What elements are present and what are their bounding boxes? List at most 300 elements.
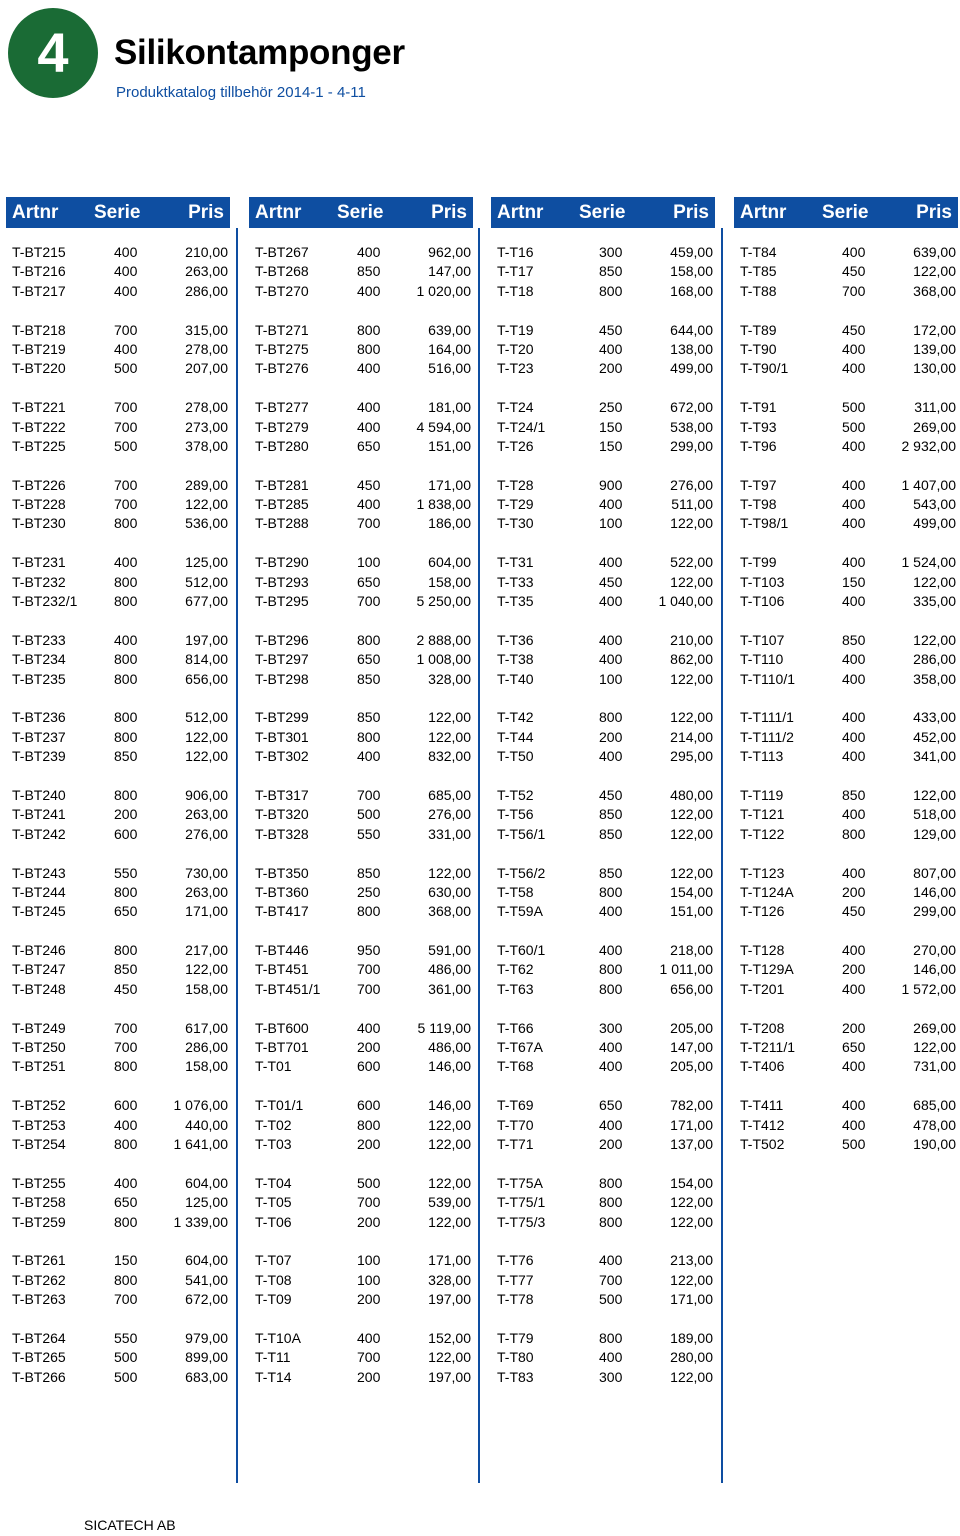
row-group (491, 243, 715, 301)
article-number: T-T75/3 (497, 1213, 546, 1230)
series: 400 (599, 903, 623, 920)
article-number: T-BT219 (12, 340, 66, 357)
price: 189,00 (670, 1329, 713, 1346)
header-artnr: Artnr (255, 202, 302, 223)
price-column-3 (491, 197, 715, 1406)
chapter-badge: 4 (8, 8, 98, 98)
table-row (249, 340, 473, 359)
series: 200 (357, 1291, 381, 1308)
row-group (734, 631, 958, 689)
series: 400 (357, 1019, 381, 1036)
table-row (491, 864, 715, 883)
article-number: T-BT265 (12, 1349, 66, 1366)
price: 151,00 (670, 903, 713, 920)
article-number: T-BT250 (12, 1039, 66, 1056)
series: 500 (357, 1174, 381, 1191)
series: 800 (114, 1271, 138, 1288)
price: 122,00 (670, 515, 713, 532)
price: 147,00 (428, 263, 471, 280)
table-row (6, 708, 230, 727)
price: 807,00 (913, 864, 956, 881)
table-row (491, 825, 715, 844)
series: 850 (599, 825, 623, 842)
article-number: T-T99 (740, 554, 777, 571)
row-group (249, 398, 473, 456)
article-number: T-BT247 (12, 961, 66, 978)
price: 358,00 (913, 670, 956, 687)
table-row (491, 1174, 715, 1193)
article-number: T-BT280 (255, 437, 309, 454)
series: 800 (599, 1329, 623, 1346)
article-number: T-T29 (497, 496, 534, 513)
article-number: T-BT451/1 (255, 980, 321, 997)
row-group (491, 631, 715, 689)
price: 683,00 (185, 1368, 228, 1385)
table-row (491, 321, 715, 340)
table-row (6, 1348, 230, 1367)
table-row (491, 747, 715, 766)
series: 700 (357, 515, 381, 532)
price: 269,00 (913, 418, 956, 435)
article-number: T-T98/1 (740, 515, 789, 532)
price: 122,00 (913, 1039, 956, 1056)
table-row (491, 960, 715, 979)
article-number: T-T123 (740, 864, 785, 881)
row-group (491, 553, 715, 611)
price: 197,00 (185, 631, 228, 648)
price: 1 838,00 (416, 496, 471, 513)
price: 139,00 (913, 340, 956, 357)
article-number: T-T79 (497, 1329, 534, 1346)
header-serie: Serie (579, 202, 626, 223)
table-row (6, 631, 230, 650)
table-row (249, 1271, 473, 1290)
article-number: T-BT293 (255, 573, 309, 590)
article-number: T-T33 (497, 573, 534, 590)
table-row (249, 398, 473, 417)
article-number: T-T66 (497, 1019, 534, 1036)
series: 400 (357, 418, 381, 435)
table-row (491, 1348, 715, 1367)
table-row (249, 883, 473, 902)
article-number: T-BT258 (12, 1194, 66, 1211)
table-row (249, 592, 473, 611)
series: 400 (842, 864, 866, 881)
price: 518,00 (913, 806, 956, 823)
price: 1 076,00 (173, 1097, 228, 1114)
article-number: T-T124A (740, 883, 794, 900)
table-row (6, 321, 230, 340)
price: 979,00 (185, 1329, 228, 1346)
table-row (491, 650, 715, 669)
table-row (491, 1193, 715, 1212)
article-number: T-BT299 (255, 709, 309, 726)
article-number: T-BT251 (12, 1058, 66, 1075)
table-row (491, 1057, 715, 1076)
series: 700 (357, 1349, 381, 1366)
series: 400 (842, 437, 866, 454)
series: 800 (114, 1213, 138, 1230)
table-row (249, 747, 473, 766)
article-number: T-BT288 (255, 515, 309, 532)
price: 378,00 (185, 437, 228, 454)
article-number: T-T122 (740, 825, 785, 842)
table-row (6, 1290, 230, 1309)
series: 200 (842, 961, 866, 978)
article-number: T-BT248 (12, 980, 66, 997)
series: 250 (357, 883, 381, 900)
article-number: T-T201 (740, 980, 785, 997)
page-title: Silikontamponger (114, 33, 405, 72)
price: 315,00 (185, 321, 228, 338)
table-row (249, 553, 473, 572)
price: 685,00 (428, 786, 471, 803)
table-row (249, 902, 473, 921)
article-number: T-T01/1 (255, 1097, 304, 1114)
article-number: T-BT263 (12, 1291, 66, 1308)
row-group (491, 1096, 715, 1154)
table-row (6, 1329, 230, 1348)
table-row (734, 631, 958, 650)
price: 1 641,00 (173, 1135, 228, 1152)
row-group (249, 941, 473, 999)
article-number: T-BT237 (12, 728, 66, 745)
table-row (491, 1251, 715, 1270)
series: 800 (114, 709, 138, 726)
article-number: T-T90/1 (740, 360, 789, 377)
article-number: T-T28 (497, 476, 534, 493)
row-group (734, 864, 958, 922)
table-row (734, 941, 958, 960)
article-number: T-BT232 (12, 573, 66, 590)
row-group (491, 1329, 715, 1387)
series: 200 (357, 1213, 381, 1230)
article-number: T-BT264 (12, 1329, 66, 1346)
table-row (491, 883, 715, 902)
table-row (249, 437, 473, 456)
article-number: T-BT290 (255, 554, 309, 571)
price: 486,00 (428, 961, 471, 978)
table-row (249, 650, 473, 669)
series: 800 (114, 728, 138, 745)
series: 700 (114, 476, 138, 493)
article-number: T-T70 (497, 1116, 534, 1133)
price-column-1 (6, 197, 230, 1406)
article-number: T-T59A (497, 903, 543, 920)
price: 639,00 (913, 244, 956, 260)
row-group (249, 1251, 473, 1309)
row-group (491, 1174, 715, 1232)
series: 800 (114, 573, 138, 590)
article-number: T-T75/1 (497, 1194, 546, 1211)
series: 400 (842, 340, 866, 357)
article-number: T-T58 (497, 883, 534, 900)
price: 832,00 (428, 748, 471, 765)
article-number: T-T406 (740, 1058, 785, 1075)
table-row (6, 941, 230, 960)
table-row (6, 1271, 230, 1290)
table-row (734, 825, 958, 844)
price: 644,00 (670, 321, 713, 338)
table-row (249, 1174, 473, 1193)
article-number: T-T121 (740, 806, 785, 823)
article-number: T-BT225 (12, 437, 66, 454)
price: 146,00 (428, 1097, 471, 1114)
table-row (491, 553, 715, 572)
series: 300 (599, 1019, 623, 1036)
series: 100 (357, 1271, 381, 1288)
table-row (6, 650, 230, 669)
price: 263,00 (185, 263, 228, 280)
article-number: T-T78 (497, 1291, 534, 1308)
price: 516,00 (428, 360, 471, 377)
series: 400 (842, 515, 866, 532)
column-divider (478, 228, 480, 1483)
series: 400 (842, 360, 866, 377)
series: 400 (599, 496, 623, 513)
price: 368,00 (428, 903, 471, 920)
series: 550 (114, 1329, 138, 1346)
price: 218,00 (670, 942, 713, 959)
price: 962,00 (428, 244, 471, 260)
row-group (491, 708, 715, 766)
series: 800 (357, 321, 381, 338)
article-number: T-BT245 (12, 903, 66, 920)
price: 511,00 (671, 496, 713, 513)
table-row (491, 786, 715, 805)
series: 700 (114, 321, 138, 338)
series: 800 (114, 942, 138, 959)
price: 499,00 (670, 360, 713, 377)
row-group (734, 476, 958, 534)
price: 122,00 (670, 1271, 713, 1288)
article-number: T-T502 (740, 1135, 785, 1152)
article-number: T-BT231 (12, 554, 66, 571)
price-column-4 (734, 197, 958, 1174)
series: 450 (114, 980, 138, 997)
price: 152,00 (428, 1329, 471, 1346)
table-row (734, 650, 958, 669)
price: 122,00 (670, 1368, 713, 1385)
series: 400 (599, 1116, 623, 1133)
article-number: T-BT328 (255, 825, 309, 842)
table-row (249, 1096, 473, 1115)
article-number: T-T411 (740, 1097, 784, 1114)
price: 158,00 (428, 573, 471, 590)
series: 700 (114, 399, 138, 416)
price: 486,00 (428, 1039, 471, 1056)
table-row (734, 437, 958, 456)
series: 800 (599, 1213, 623, 1230)
article-number: T-T83 (497, 1368, 534, 1385)
series: 650 (357, 437, 381, 454)
row-group (249, 631, 473, 689)
table-row (6, 340, 230, 359)
table-row (734, 573, 958, 592)
row-group (734, 708, 958, 766)
article-number: T-BT298 (255, 670, 309, 687)
table-row (249, 1290, 473, 1309)
article-number: T-BT216 (12, 263, 66, 280)
table-row (249, 708, 473, 727)
price: 440,00 (185, 1116, 228, 1133)
row-group (734, 321, 958, 379)
price: 186,00 (428, 515, 471, 532)
series: 900 (599, 476, 623, 493)
article-number: T-T68 (497, 1058, 534, 1075)
series: 650 (114, 1194, 138, 1211)
article-number: T-T60/1 (497, 942, 546, 959)
price: 122,00 (185, 728, 228, 745)
article-number: T-T91 (740, 399, 777, 416)
price: 158,00 (185, 980, 228, 997)
price: 122,00 (913, 573, 956, 590)
price: 522,00 (670, 554, 713, 571)
series: 850 (357, 263, 381, 280)
series: 100 (599, 515, 623, 532)
article-number: T-T126 (740, 903, 785, 920)
article-number: T-BT451 (255, 961, 309, 978)
table-row (6, 883, 230, 902)
series: 700 (114, 1019, 138, 1036)
price: 146,00 (428, 1058, 471, 1075)
article-number: T-T128 (740, 942, 785, 959)
series: 500 (842, 1135, 866, 1152)
price: 361,00 (428, 980, 471, 997)
table-row (6, 418, 230, 437)
series: 200 (599, 1135, 623, 1152)
table-row (734, 960, 958, 979)
price: 604,00 (428, 554, 471, 571)
table-row (734, 398, 958, 417)
table-row (6, 592, 230, 611)
price: 539,00 (428, 1194, 471, 1211)
series: 200 (357, 1368, 381, 1385)
series: 400 (842, 980, 866, 997)
price: 263,00 (185, 883, 228, 900)
row-group (6, 1174, 230, 1232)
table-row (6, 1193, 230, 1212)
price: 181,00 (428, 399, 471, 416)
series: 800 (114, 1135, 138, 1152)
price: 130,00 (913, 360, 956, 377)
article-number: T-T50 (497, 748, 534, 765)
series: 200 (842, 1019, 866, 1036)
table-row (734, 495, 958, 514)
series: 450 (599, 321, 623, 338)
table-row (734, 359, 958, 378)
table-row (734, 883, 958, 902)
column-header (491, 197, 715, 228)
row-group (249, 786, 473, 844)
article-number: T-BT276 (255, 360, 309, 377)
row-group (491, 476, 715, 534)
price: 122,00 (670, 573, 713, 590)
table-row (491, 631, 715, 650)
series: 400 (114, 631, 138, 648)
table-row (491, 437, 715, 456)
header-pris: Pris (673, 202, 709, 223)
article-number: T-BT350 (255, 864, 309, 881)
series: 650 (114, 903, 138, 920)
table-row (734, 553, 958, 572)
price: 122,00 (670, 709, 713, 726)
table-row (491, 476, 715, 495)
table-row (6, 786, 230, 805)
article-number: T-T89 (740, 321, 777, 338)
price: 4 594,00 (416, 418, 471, 435)
series: 800 (599, 1194, 623, 1211)
series: 400 (842, 651, 866, 668)
price: 122,00 (428, 1174, 471, 1191)
series: 400 (842, 1058, 866, 1075)
row-group (491, 321, 715, 379)
article-number: T-BT254 (12, 1135, 66, 1152)
table-row (6, 282, 230, 301)
series: 800 (599, 282, 623, 299)
series: 800 (114, 1058, 138, 1075)
price: 122,00 (670, 806, 713, 823)
table-row (6, 1057, 230, 1076)
series: 850 (842, 786, 866, 803)
price: 536,00 (185, 515, 228, 532)
row-group (6, 1251, 230, 1309)
price: 151,00 (428, 437, 471, 454)
price: 478,00 (913, 1116, 956, 1133)
price: 543,00 (913, 496, 956, 513)
table-row (491, 1213, 715, 1232)
series: 850 (599, 864, 623, 881)
price: 138,00 (670, 340, 713, 357)
series: 800 (357, 631, 381, 648)
price: 122,00 (913, 786, 956, 803)
row-group (249, 1019, 473, 1077)
table-row (6, 359, 230, 378)
price: 122,00 (670, 1194, 713, 1211)
price: 129,00 (913, 825, 956, 842)
series: 400 (599, 748, 623, 765)
article-number: T-T40 (497, 670, 534, 687)
price: 1 572,00 (901, 980, 956, 997)
series: 400 (357, 399, 381, 416)
article-number: T-BT243 (12, 864, 66, 881)
price: 122,00 (185, 961, 228, 978)
table-row (491, 1290, 715, 1309)
price: 122,00 (428, 1213, 471, 1230)
price: 328,00 (428, 1271, 471, 1288)
price: 164,00 (428, 340, 471, 357)
row-group (6, 476, 230, 534)
price: 171,00 (185, 903, 228, 920)
price: 1 339,00 (173, 1213, 228, 1230)
table-row (491, 514, 715, 533)
table-row (6, 495, 230, 514)
row-group (6, 398, 230, 456)
price: 814,00 (185, 651, 228, 668)
table-row (6, 1096, 230, 1115)
series: 400 (842, 496, 866, 513)
article-number: T-BT246 (12, 942, 66, 959)
table-row (491, 708, 715, 727)
price: 499,00 (913, 515, 956, 532)
article-number: T-T26 (497, 437, 534, 454)
article-number: T-T208 (740, 1019, 785, 1036)
table-row (491, 398, 715, 417)
series: 500 (842, 418, 866, 435)
price: 122,00 (428, 709, 471, 726)
price: 286,00 (185, 282, 228, 299)
price: 171,00 (670, 1291, 713, 1308)
